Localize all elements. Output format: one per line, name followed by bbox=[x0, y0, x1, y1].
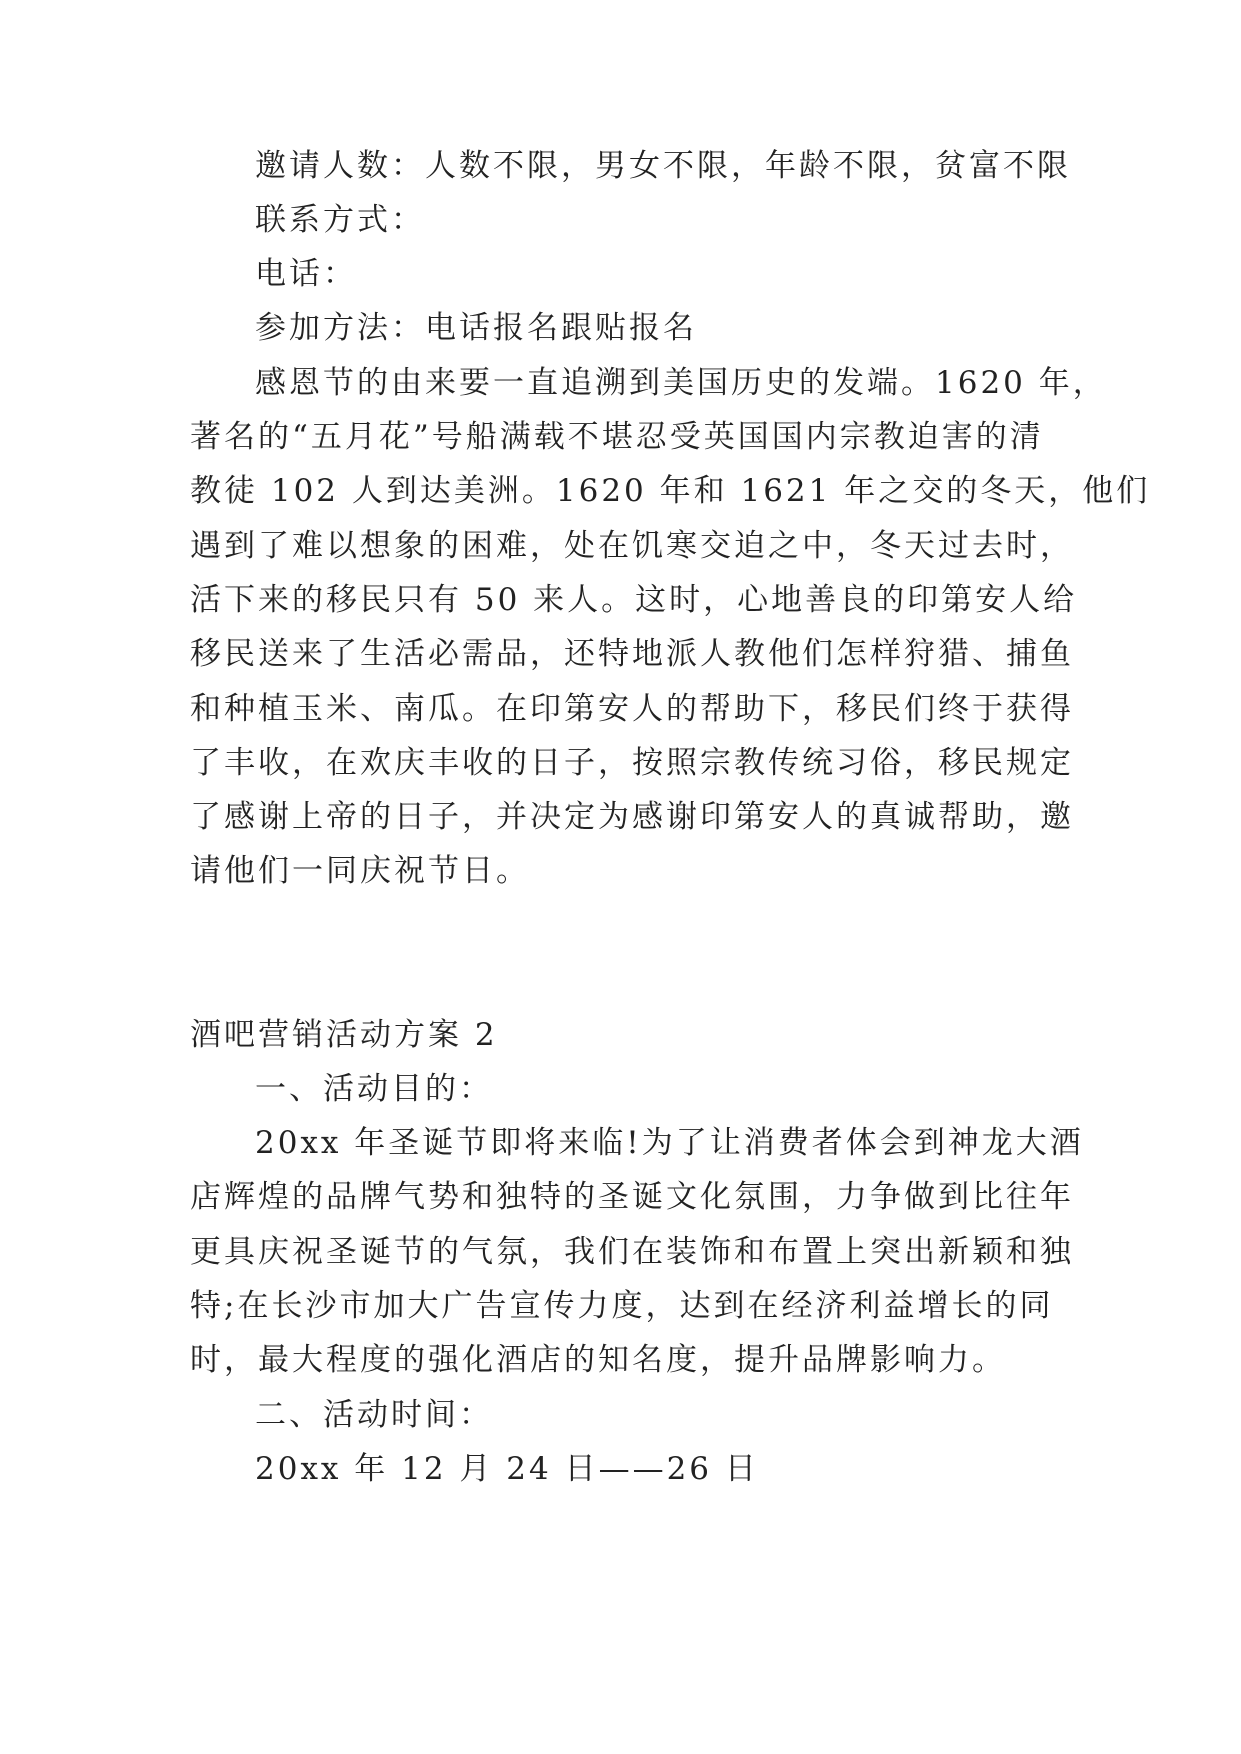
history-paragraph-line: 教徒 102 人到达美洲。1620 年和 1621 年之交的冬天，他们 bbox=[190, 473, 1151, 509]
history-paragraph-line: 移民送来了生活必需品，还特地派人教他们怎样狩猎、捕鱼 bbox=[190, 636, 1074, 672]
history-paragraph-line: 了感谢上帝的日子，并决定为感谢印第安人的真诚帮助，邀 bbox=[190, 799, 1074, 835]
purpose-paragraph-line: 更具庆祝圣诞节的气氛，我们在装饰和布置上突出新颖和独 bbox=[190, 1234, 1074, 1270]
history-paragraph-line: 和种植玉米、南瓜。在印第安人的帮助下，移民们终于获得 bbox=[190, 691, 1074, 727]
phone-line: 电话： bbox=[255, 256, 357, 292]
history-paragraph-line: 感恩节的由来要一直追溯到美国历史的发端。1620 年， bbox=[255, 365, 1107, 401]
purpose-paragraph-line: 店辉煌的品牌气势和独特的圣诞文化氛围，力争做到比往年 bbox=[190, 1179, 1074, 1215]
history-paragraph-line: 活下来的移民只有 50 来人。这时，心地善良的印第安人给 bbox=[190, 582, 1078, 618]
history-paragraph-line: 遇到了难以想象的困难，处在饥寒交迫之中，冬天过去时， bbox=[190, 528, 1074, 564]
invite-count-line: 邀请人数：人数不限，男女不限，年龄不限，贫富不限 bbox=[255, 148, 1071, 184]
join-method-line: 参加方法：电话报名跟贴报名 bbox=[255, 310, 697, 346]
purpose-paragraph-line: 时，最大程度的强化酒店的知名度，提升品牌影响力。 bbox=[190, 1342, 1006, 1378]
history-paragraph-line: 了丰收，在欢庆丰收的日子，按照宗教传统习俗，移民规定 bbox=[190, 745, 1074, 781]
history-paragraph-line: 著名的“五月花”号船满载不堪忍受英国国内宗教迫害的清 bbox=[190, 419, 1044, 455]
purpose-paragraph-line: 特;在长沙市加大广告宣传力度，达到在经济利益增长的同 bbox=[190, 1288, 1054, 1324]
contact-line: 联系方式： bbox=[255, 202, 425, 238]
history-paragraph-line: 请他们一同庆祝节日。 bbox=[190, 853, 530, 889]
time-heading: 二、活动时间： bbox=[255, 1397, 493, 1433]
purpose-heading: 一、活动目的： bbox=[255, 1071, 493, 1107]
section-title: 酒吧营销活动方案 2 bbox=[190, 1017, 498, 1053]
time-value: 20xx 年 12 月 24 日——26 日 bbox=[255, 1451, 759, 1487]
purpose-paragraph-line: 20xx 年圣诞节即将来临!为了让消费者体会到神龙大酒 bbox=[255, 1125, 1084, 1161]
